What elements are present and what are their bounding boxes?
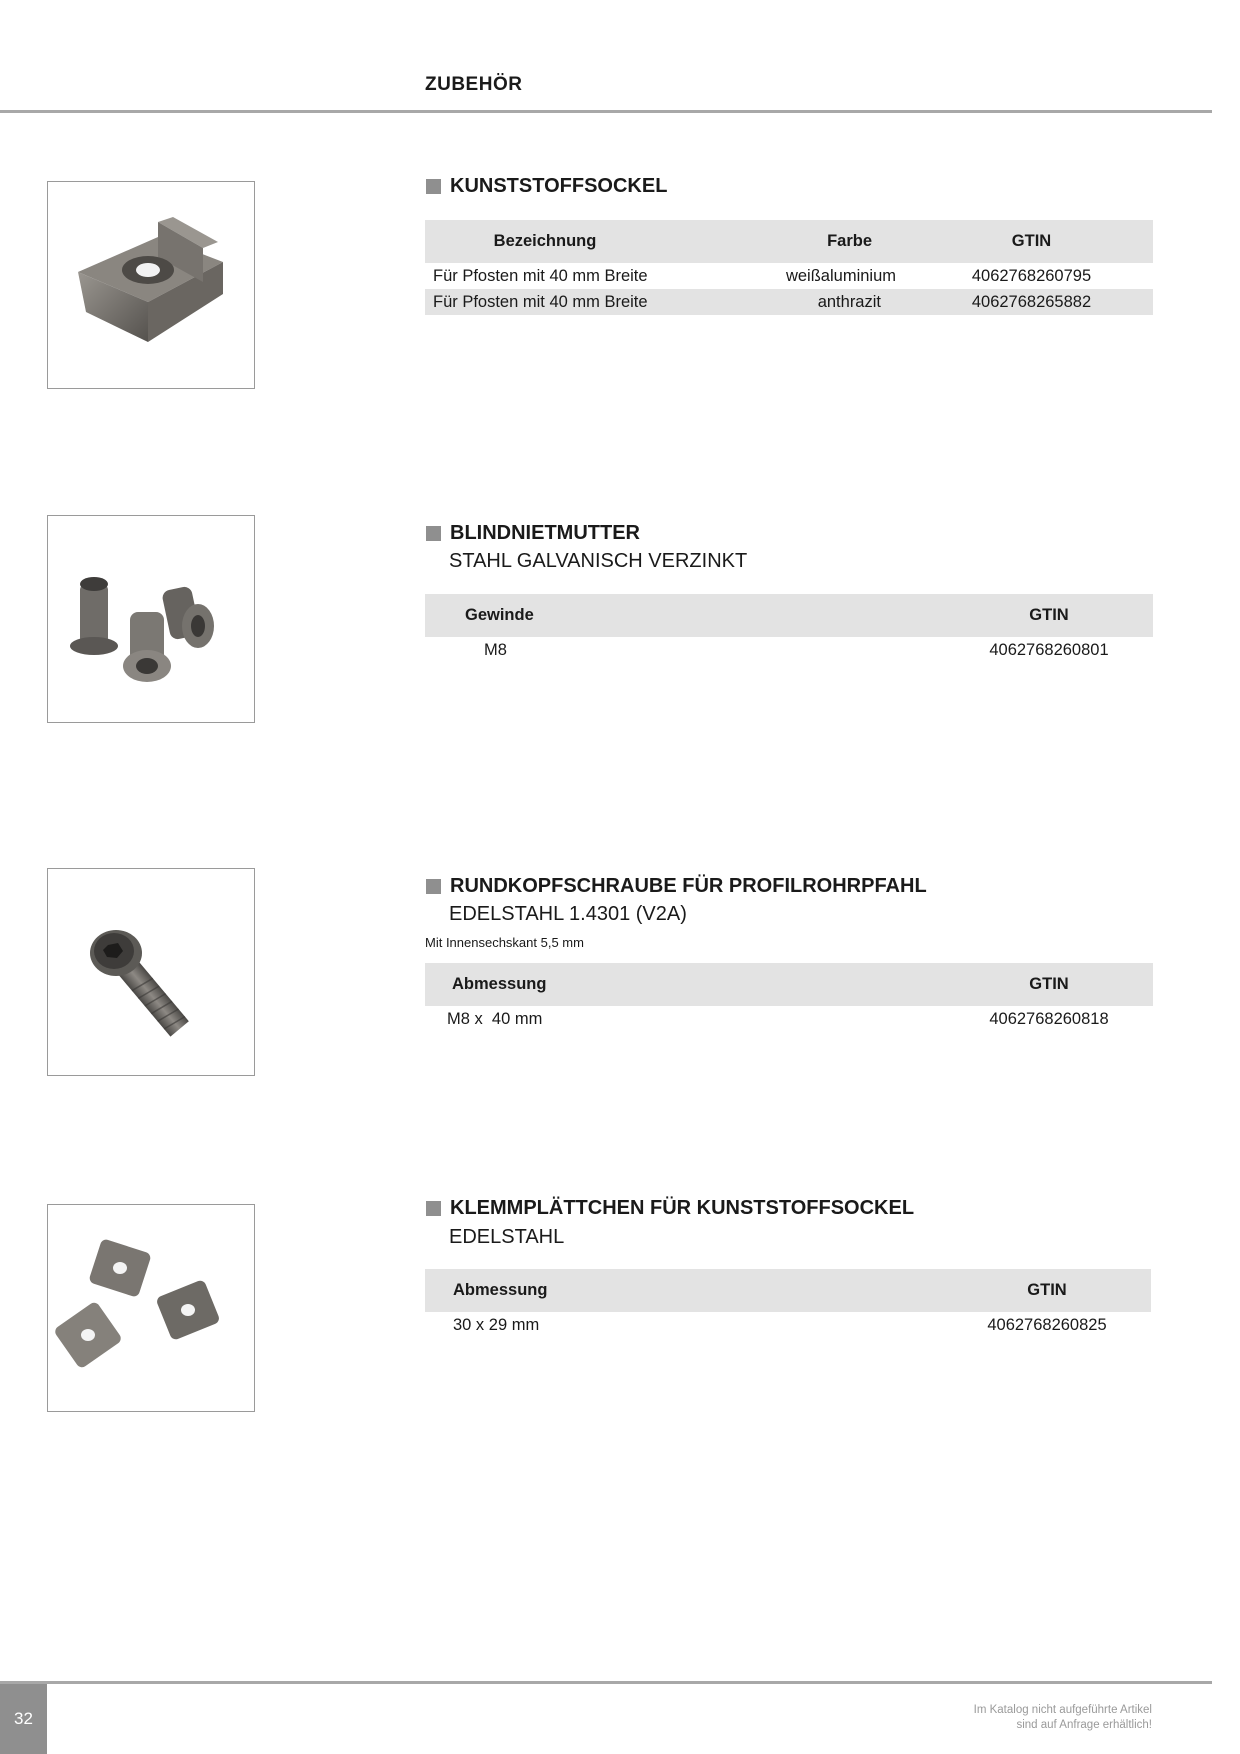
table-header: GTIN [910, 220, 1153, 263]
page-number: 32 [0, 1684, 47, 1754]
table-row: Für Pfosten mit 40 mm Breite anthrazit 4062768265882 [425, 289, 1153, 315]
product-title: BLINDNIETMUTTER [426, 522, 640, 545]
product-title: KUNSTSTOFFSOCKEL [426, 175, 667, 198]
product-note: Mit Innensechskant 5,5 mm [425, 935, 584, 950]
table-header: Farbe [665, 220, 910, 263]
table-header: Bezeichnung [425, 220, 665, 263]
square-bullet-icon [426, 1201, 441, 1216]
table-header: GTIN [945, 594, 1153, 637]
plastic-base-photo [47, 181, 255, 389]
product-table [425, 1269, 1151, 1338]
table-header: Abmessung [425, 1269, 943, 1312]
product-title: RUNDKOPFSCHRAUBE FÜR PROFILROHRPFAHL [426, 875, 927, 898]
table-header: Gewinde [425, 594, 945, 637]
product-subtitle: EDELSTAHL 1.4301 (V2A) [449, 903, 687, 925]
section-title: ZUBEHÖR [425, 74, 523, 95]
product-table [425, 963, 1153, 1032]
table-header: Abmessung [425, 963, 945, 1006]
square-bullet-icon [426, 879, 441, 894]
footer-divider [0, 1681, 1212, 1684]
round-head-screw-photo [47, 868, 255, 1076]
header-divider [0, 110, 1212, 113]
square-bullet-icon [426, 526, 441, 541]
footer-note: Im Katalog nicht aufgeführte Artikel sind auf Anfrage erhältlich! [973, 1704, 1152, 1731]
table-row: Für Pfosten mit 40 mm Breite weißaluminium 4062768260795 [433, 266, 1092, 285]
product-subtitle: EDELSTAHL [449, 1226, 565, 1248]
table-row: M8 4062768260801 [484, 640, 1109, 659]
blind-rivet-nut-photo [47, 515, 255, 723]
clamp-plate-photo [47, 1204, 255, 1412]
product-table [425, 220, 1153, 315]
table-header: GTIN [943, 1269, 1151, 1312]
product-subtitle: STAHL GALVANISCH VERZINKT [449, 550, 748, 572]
product-table [425, 594, 1153, 663]
square-bullet-icon [426, 179, 441, 194]
product-title: KLEMMPLÄTTCHEN FÜR KUNSTSTOFFSOCKEL [426, 1197, 914, 1220]
table-header: GTIN [945, 963, 1153, 1006]
table-row: 30 x 29 mm 4062768260825 [453, 1315, 1107, 1334]
table-row: M8 x 40 mm 4062768260818 [447, 1009, 1109, 1028]
